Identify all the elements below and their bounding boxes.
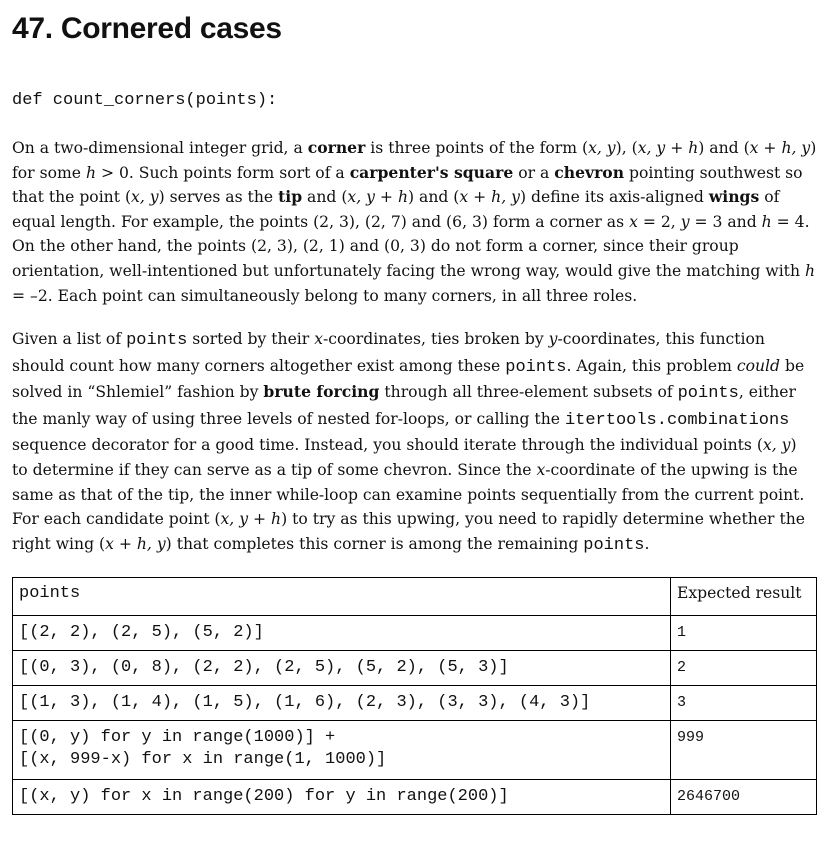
table-header-row	[13, 578, 817, 616]
cell-result: 999	[671, 721, 817, 780]
cell-result: 3	[671, 686, 817, 721]
cell-result: 2646700	[671, 780, 817, 815]
paragraph-instructions: Given a list of points sorted by their x-coordinates, ties broken by y-coordinates, this function should count how many corners altogether exist among these points. Again, this problem could be solved in “Shlemiel” fashion by brute forcing through all three-element subsets of points, either the manly way of using three levels of nested for-loops, or calling the itertools.combinations sequence decorator for a good time. Instead, you should iterate through the individual points (x, y) to determine if they can serve as a tip of some chevron. Since the x-coordinate of the upwing is the same as that of the tip, the inner while-loop can examine points sequentially from the current point. For each candidate point (x, y + h) to try as this upwing, you need to rapidly determine whether the right wing (x + h, y) that completes this corner is among the remaining points.	[12, 330, 805, 555]
cell-result: 1	[671, 616, 817, 651]
test-cases-table	[12, 577, 817, 815]
table-row	[13, 616, 817, 651]
paragraph-definition: On a two-dimensional integer grid, a corner is three points of the form (x, y), (x, y + h) and (x + h, y) for some h > 0. Such points form sort of a carpenter's square or a chevron pointing southwest so that the point (x, y) serves as the tip and (x, y + h) and (x + h, y) define its axis-aligned wings of equal length. For example, the points (2, 3), (2, 7) and (6, 3) form a corner as x = 2, y = 3 and h = 4. On the other hand, the points (2, 3), (2, 1) and (0, 3) do not form a corner, since their group orientation, well-intentioned but unfortunately facing the wrong way, would give the matching with h = –2. Each point can simultaneously belong to many corners, in all three roles.	[12, 138, 817, 305]
cell-result: 2	[671, 651, 817, 686]
header-points: points	[13, 578, 671, 616]
function-signature: def count_corners(points):	[12, 91, 278, 110]
cell-points: [(0, y) for y in range(1000)] + [(x, 999-x) for x in range(1, 1000)]	[13, 721, 671, 780]
cell-points: [(0, 3), (0, 8), (2, 2), (2, 5), (5, 2), (5, 3)]	[13, 651, 671, 686]
header-expected-result: Expected result	[671, 578, 817, 616]
cell-points: [(x, y) for x in range(200) for y in range(200)]	[13, 780, 671, 815]
table-row	[13, 780, 817, 815]
cell-points: [(2, 2), (2, 5), (5, 2)]	[13, 616, 671, 651]
cell-points: [(1, 3), (1, 4), (1, 5), (1, 6), (2, 3), (3, 3), (4, 3)]	[13, 686, 671, 721]
table-row	[13, 721, 817, 780]
page-title: 47. Cornered cases	[12, 12, 282, 45]
table-row	[13, 651, 817, 686]
table-row	[13, 686, 817, 721]
